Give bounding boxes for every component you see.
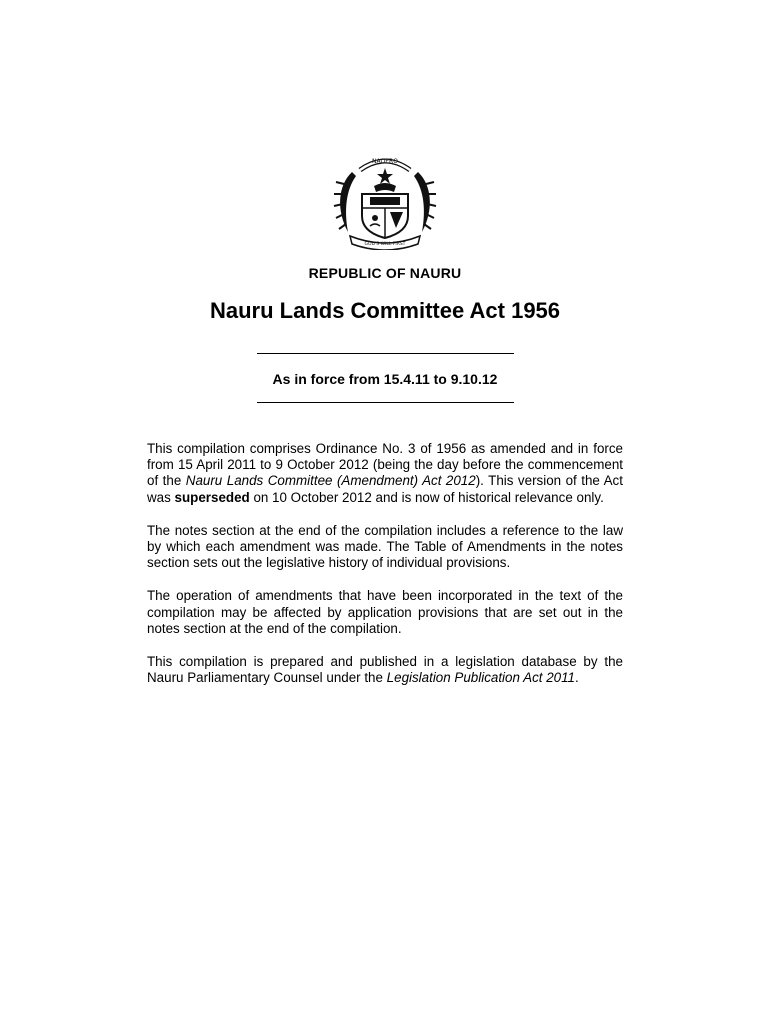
paragraph-compilation: This compilation comprises Ordinance No. 3 of 1956 as amended and in force from 15 April 2011 to 9 October 2012 (being the day before the commencement of the Nauru Lands Committee (Amendment) Act 2012). This version of the Act was superseded on 10 October 2012 and is now of historical relevance only. bbox=[147, 441, 623, 505]
divider-bottom bbox=[257, 402, 514, 403]
seal-motto-top: NAOERO bbox=[372, 158, 398, 165]
paragraph-notes-section: The notes section at the end of the compilation includes a reference to the law by which each amendment was made. The Table of Amendments in the notes section sets out the legislative history of individual provisions. bbox=[147, 522, 623, 571]
amendment-act-title: Nauru Lands Committee (Amendment) Act 2012 bbox=[185, 473, 476, 489]
act-title: Nauru Lands Committee Act 1956 bbox=[209, 298, 561, 323]
paragraph-operation: The operation of amendments that have been incorporated in the text of the compilation may be affected by application provisions that are set out in the notes section at the end of the compilation. bbox=[147, 588, 623, 636]
nauru-coat-of-arms-icon bbox=[330, 150, 440, 250]
superseded-label: superseded bbox=[174, 489, 250, 505]
in-force-dates: As in force from 15.4.11 to 9.10.12 bbox=[272, 371, 498, 387]
republic-heading: REPUBLIC OF NAURU bbox=[308, 265, 462, 281]
publication-act-title: Legislation Publication Act 2011 bbox=[386, 670, 576, 686]
paragraph-publication: This compilation is prepared and published in a legislation database by the Nauru Parliamentary Counsel under the Legislation Publication Act 2011. bbox=[147, 654, 623, 686]
compilation-notes bbox=[147, 441, 623, 703]
seal-motto-bottom: GOD'S WILL FIRST bbox=[364, 242, 406, 247]
divider-top bbox=[257, 353, 514, 354]
